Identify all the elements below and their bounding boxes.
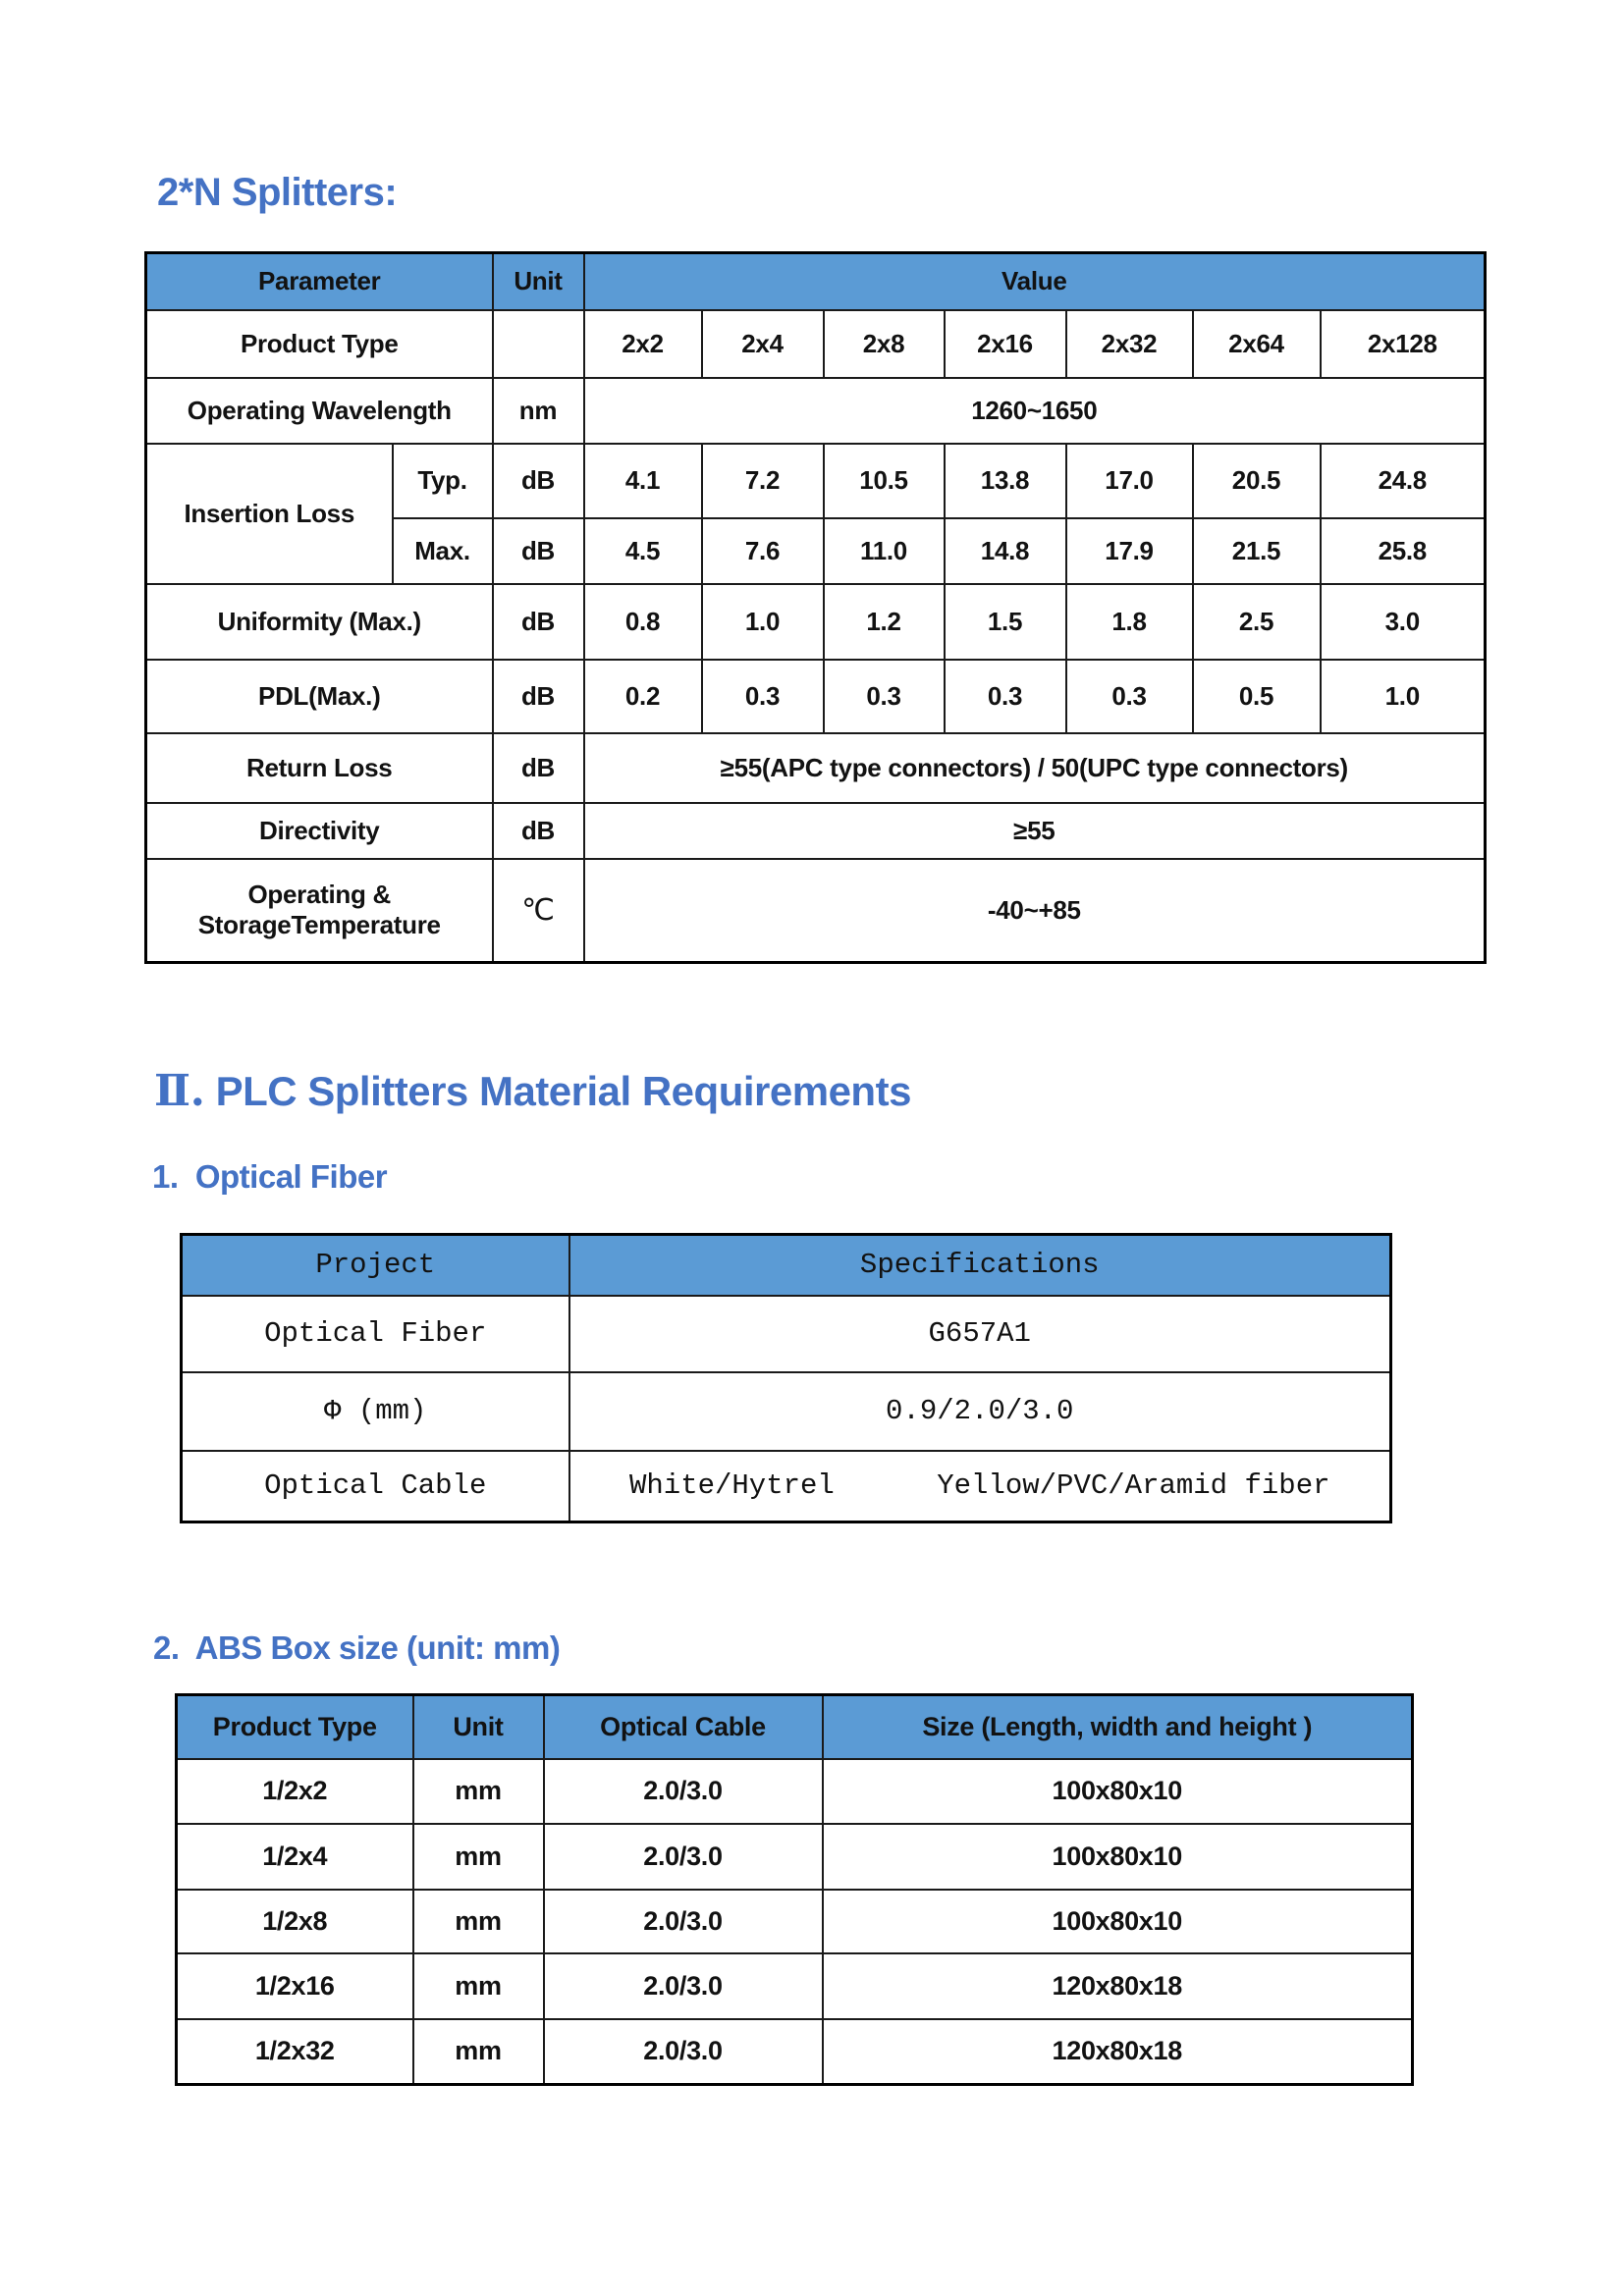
value-cell: 1.0 [1321,660,1486,733]
splitters-spec-table [144,251,1487,964]
project-cell: Optical Cable [182,1451,569,1522]
table-row-insertion-loss-typ [146,444,1486,518]
unit-cell: mm [413,1824,544,1890]
section-numeral: Ⅱ. [154,1066,205,1116]
unit-cell-celsius: ℃ [493,859,584,963]
value-cell: 17.9 [1066,518,1193,584]
col-header-unit: Unit [413,1695,544,1759]
project-cell: Φ (mm) [182,1372,569,1451]
table-row-temperature [146,859,1486,963]
param-label: Operating Wavelength [146,378,493,444]
section-heading-material-requirements [154,1066,911,1116]
unit-cell: mm [413,1890,544,1953]
subheading-abs-box-size: 2. ABS Box size (unit: mm) [153,1629,561,1666]
unit-cell-empty [493,310,584,378]
value-cell: 24.8 [1321,444,1486,518]
value-cell: 21.5 [1193,518,1321,584]
value-cell: 2x32 [1066,310,1193,378]
value-cell: ≥55(APC type connectors) / 50(UPC type connectors) [584,733,1486,803]
value-cell: 13.8 [945,444,1066,518]
table-row [177,1759,1413,1824]
table-row-product-type [146,310,1486,378]
param-label [146,859,493,963]
project-cell: Optical Fiber [182,1296,569,1372]
value-cell: 4.5 [584,518,702,584]
col-header-product-type: Product Type [177,1695,413,1759]
value-cell: 2x16 [945,310,1066,378]
value-cell: 0.3 [1066,660,1193,733]
table-row [177,2019,1413,2085]
unit-cell: dB [493,444,584,518]
table-row [182,1451,1391,1522]
table-row [177,1890,1413,1953]
param-label: Directivity [146,803,493,859]
value-cell: 3.0 [1321,584,1486,660]
value-cell: 2x4 [702,310,824,378]
cable-cell: 2.0/3.0 [544,2019,823,2085]
col-header-parameter: Parameter [146,253,493,310]
section-heading-text: PLC Splitters Material Requirements [204,1068,911,1114]
table-row-header [182,1235,1391,1296]
param-label-line1: Operating & [247,880,391,910]
type-cell: 1/2x8 [177,1890,413,1953]
value-cell: 1.0 [702,584,824,660]
value-cell: 0.8 [584,584,702,660]
size-cell: 120x80x18 [823,2019,1413,2085]
table-row [182,1296,1391,1372]
unit-cell: mm [413,2019,544,2085]
table-row [177,1953,1413,2019]
table-row [177,1824,1413,1890]
col-header-specifications: Specifications [569,1235,1391,1296]
spec-cell: 0.9/2.0/3.0 [569,1372,1391,1451]
table-row-operating-wavelength [146,378,1486,444]
value-cell: 0.3 [702,660,824,733]
type-cell: 1/2x2 [177,1759,413,1824]
param-label: PDL(Max.) [146,660,493,733]
table-row-pdl [146,660,1486,733]
value-cell: 1.2 [824,584,945,660]
param-label: Uniformity (Max.) [146,584,493,660]
unit-cell: dB [493,733,584,803]
value-cell: 20.5 [1193,444,1321,518]
table-row-directivity [146,803,1486,859]
value-cell: 2x8 [824,310,945,378]
value-cell: 0.5 [1193,660,1321,733]
table-row-return-loss [146,733,1486,803]
param-label: Product Type [146,310,493,378]
cable-cell: 2.0/3.0 [544,1824,823,1890]
value-cell: 0.3 [945,660,1066,733]
value-cell: 1.8 [1066,584,1193,660]
cable-cell: 2.0/3.0 [544,1890,823,1953]
col-header-size: Size (Length, width and height ) [823,1695,1413,1759]
col-header-optical-cable: Optical Cable [544,1695,823,1759]
col-header-project: Project [182,1235,569,1296]
value-cell: 0.2 [584,660,702,733]
size-cell: 100x80x10 [823,1824,1413,1890]
table-row-header [177,1695,1413,1759]
value-cell: 7.2 [702,444,824,518]
unit-cell: mm [413,1759,544,1824]
value-cell: 2x2 [584,310,702,378]
value-cell: 2x128 [1321,310,1486,378]
param-label-line2: StorageTemperature [197,910,441,940]
unit-cell: dB [493,803,584,859]
unit-cell: nm [493,378,584,444]
value-cell: 2x64 [1193,310,1321,378]
value-cell: 1.5 [945,584,1066,660]
size-cell: 100x80x10 [823,1759,1413,1824]
spec-cell: G657A1 [569,1296,1391,1372]
table-row [182,1372,1391,1451]
param-label: Return Loss [146,733,493,803]
page-title: 2*N Splitters: [157,171,398,214]
unit-cell: dB [493,518,584,584]
type-cell: 1/2x16 [177,1953,413,2019]
unit-cell: dB [493,584,584,660]
unit-cell: mm [413,1953,544,2019]
value-cell: -40~+85 [584,859,1486,963]
cable-cell: 2.0/3.0 [544,1953,823,2019]
abs-box-size-table [175,1693,1414,2086]
value-cell: 25.8 [1321,518,1486,584]
sub-param-label: Max. [393,518,493,584]
value-cell: 10.5 [824,444,945,518]
value-cell: 4.1 [584,444,702,518]
value-cell: 17.0 [1066,444,1193,518]
size-cell: 100x80x10 [823,1890,1413,1953]
col-header-unit: Unit [493,253,584,310]
value-cell: 14.8 [945,518,1066,584]
table-row-uniformity [146,584,1486,660]
value-cell: 11.0 [824,518,945,584]
type-cell: 1/2x4 [177,1824,413,1890]
unit-cell: dB [493,660,584,733]
param-label: Insertion Loss [146,444,393,584]
type-cell: 1/2x32 [177,2019,413,2085]
value-cell: 2.5 [1193,584,1321,660]
size-cell: 120x80x18 [823,1953,1413,2019]
value-cell: 7.6 [702,518,824,584]
value-cell: 1260~1650 [584,378,1486,444]
table-row-header [146,253,1486,310]
optical-fiber-table [180,1233,1392,1523]
subheading-optical-fiber: 1. Optical Fiber [152,1158,388,1195]
col-header-value: Value [584,253,1486,310]
spec-cell: White/Hytrel Yellow/PVC/Aramid fiber [569,1451,1391,1522]
sub-param-label: Typ. [393,444,493,518]
value-cell: ≥55 [584,803,1486,859]
value-cell: 0.3 [824,660,945,733]
cable-cell: 2.0/3.0 [544,1759,823,1824]
